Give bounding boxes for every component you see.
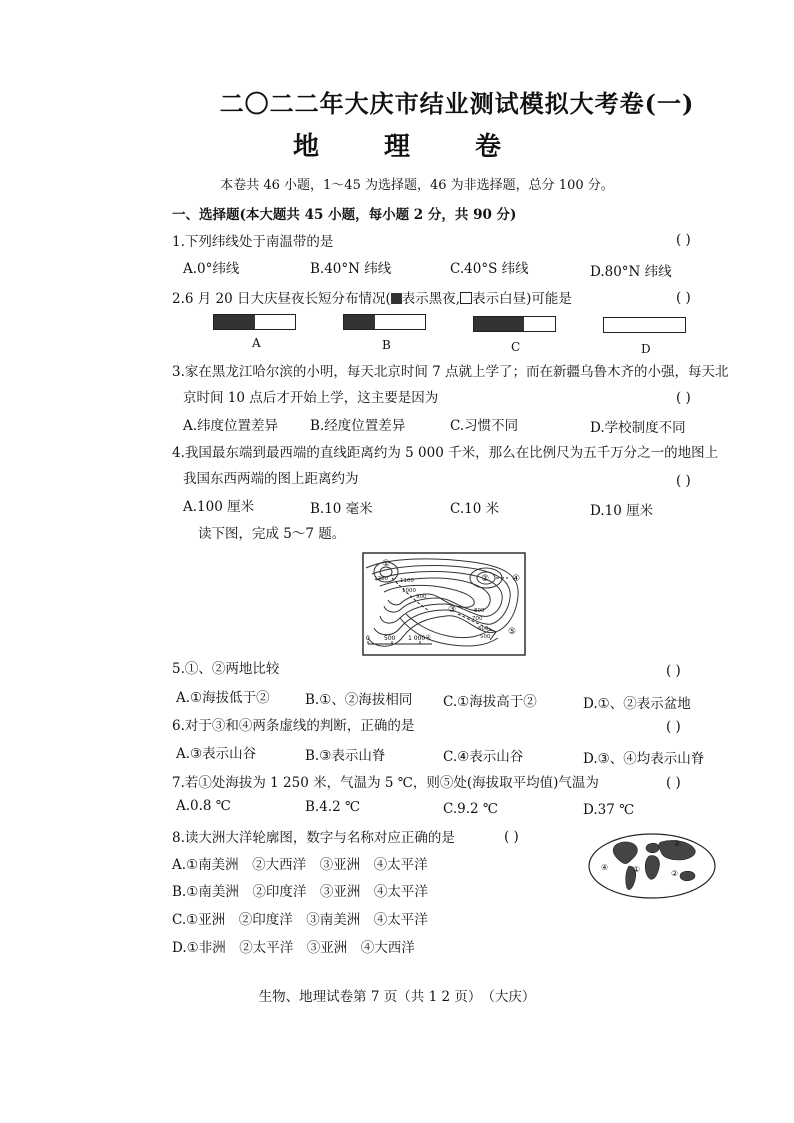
q3-option-c[interactable]: C.习惯不同: [450, 418, 519, 434]
q7-option-b[interactable]: B.4.2 ℃: [305, 799, 361, 815]
scale-tick: 0: [366, 635, 370, 642]
contour-label: 1100: [400, 578, 414, 584]
contour-label: 1200: [374, 576, 388, 582]
q5-option-a[interactable]: A.①海拔低于②: [176, 690, 270, 706]
q1-option-c[interactable]: C.40°S 纬线: [450, 261, 529, 277]
q4-option-c[interactable]: C.10 米: [450, 501, 500, 517]
scale-tick: 1 000米: [408, 635, 432, 642]
contour-label: 1000: [402, 588, 416, 594]
question-3-line2: 京时间 10 点后才开始上学，这主要是因为: [183, 390, 439, 406]
contour-label: 600: [478, 626, 489, 632]
map-point-5: ⑤: [508, 627, 517, 637]
world-outline-map: [587, 832, 717, 900]
world-map-label-4: ④: [601, 863, 609, 872]
day-night-bar-b: [343, 314, 426, 330]
contour-label: 800: [474, 608, 485, 614]
night-fill-b: [344, 315, 375, 329]
map-point-1: ①: [382, 559, 391, 569]
contour-label: 700: [472, 616, 483, 622]
q8-option-c[interactable]: C.①亚洲 ②印度洋 ③南美洲 ④太平洋: [172, 912, 428, 928]
bar-label-d[interactable]: D: [641, 342, 651, 356]
night-fill-c: [474, 317, 524, 331]
day-night-bar-c: [473, 316, 556, 332]
question-7: 7.若①处海拔为 1 250 米，气温为 5 ℃，则⑤处(海拔取平均值)气温为: [172, 775, 599, 791]
question-4-line2: 我国东西两端的图上距离约为: [183, 471, 359, 487]
q1-option-a[interactable]: A.0°纬线: [183, 261, 240, 277]
exam-title: 二〇二二年大庆市结业测试模拟大考卷(一): [219, 89, 695, 118]
q3-option-b[interactable]: B.经度位置差异: [310, 418, 406, 434]
world-map-label-2: ②: [671, 869, 679, 878]
q7-option-a[interactable]: A.0.8 ℃: [176, 798, 231, 814]
world-map-label-3: ③: [673, 839, 681, 848]
question-1: 1.下列纬线处于南温带的是: [172, 234, 334, 250]
q1-option-d[interactable]: D.80°N 纬线: [590, 264, 672, 280]
legend-dark-text: 表示黑夜,: [401, 291, 461, 307]
subject-title: 地 理 卷: [292, 132, 530, 162]
q6-option-b[interactable]: B.③表示山脊: [305, 748, 386, 764]
read-map-instruction: 读下图，完成 5～7 题。: [198, 526, 346, 542]
answer-blank-4[interactable]: ( ): [676, 473, 691, 489]
bar-label-c[interactable]: C: [511, 340, 521, 354]
answer-blank-8[interactable]: ( ): [504, 829, 519, 845]
question-2: [172, 287, 572, 307]
bar-label-a[interactable]: A: [252, 336, 261, 350]
world-map-label-1: ①: [633, 865, 641, 874]
q7-option-d[interactable]: D.37 ℃: [583, 802, 635, 818]
q8-option-d[interactable]: D.①非洲 ②太平洋 ③亚洲 ④大西洋: [172, 940, 415, 956]
bar-label-b[interactable]: B: [382, 338, 391, 352]
q6-option-d[interactable]: D.③、④均表示山脊: [583, 751, 705, 767]
q5-option-b[interactable]: B.①、②海拔相同: [305, 692, 413, 708]
q3-option-a[interactable]: A.纬度位置差异: [183, 418, 279, 434]
answer-blank-2[interactable]: ( ): [676, 290, 691, 306]
map-point-2: ②: [481, 574, 490, 584]
contour-label: 500: [480, 634, 491, 640]
day-night-bar-d: [603, 317, 686, 333]
q5-option-c[interactable]: C.①海拔高于②: [443, 694, 537, 710]
q1-option-b[interactable]: B.40°N 纬线: [310, 261, 392, 277]
night-fill-a: [214, 315, 255, 329]
contour-label: 900: [416, 594, 427, 600]
answer-blank-6[interactable]: ( ): [666, 719, 681, 735]
q4-option-d[interactable]: D.10 厘米: [590, 503, 654, 519]
question-5: 5.①、②两地比较: [172, 661, 280, 677]
q6-option-a[interactable]: A.③表示山谷: [176, 746, 257, 762]
scale-tick: 500: [384, 635, 396, 642]
q7-option-c[interactable]: C.9.2 ℃: [443, 801, 499, 817]
question-6: 6.对于③和④两条虚线的判断，正确的是: [172, 718, 415, 734]
answer-blank-1[interactable]: ( ): [676, 232, 691, 248]
q8-option-b[interactable]: B.①南美洲 ②印度洋 ③亚洲 ④太平洋: [172, 884, 428, 900]
contour-map: [362, 552, 526, 656]
q4-option-b[interactable]: B.10 毫米: [310, 501, 373, 517]
q4-option-a[interactable]: A.100 厘米: [183, 499, 255, 515]
question-4-line1: 4.我国最东端到最西端的直线距离约为 5 000 千米，那么在比例尺为五千万分之一的地图上: [172, 445, 719, 461]
question-8: 8.读大洲大洋轮廓图，数字与名称对应正确的是: [172, 830, 455, 846]
map-point-4: ④: [512, 574, 521, 584]
page-footer: 生物、地理试卷第 7 页（共 1 2 页） （大庆）: [258, 989, 536, 1005]
legend-light-text: 表示白昼)可能是: [472, 291, 572, 307]
map-point-3: ③: [448, 605, 457, 615]
night-legend-icon: [391, 293, 402, 304]
answer-blank-5[interactable]: ( ): [666, 663, 681, 679]
q5-option-d[interactable]: D.①、②表示盆地: [583, 696, 691, 712]
q6-option-c[interactable]: C.④表示山谷: [443, 749, 524, 765]
q3-option-d[interactable]: D.学校制度不同: [590, 420, 686, 436]
question-2-text: 2.6 月 20 日大庆昼夜长短分布情况(: [172, 291, 391, 307]
q8-option-a[interactable]: A.①南美洲 ②大西洋 ③亚洲 ④太平洋: [172, 857, 428, 873]
answer-blank-3[interactable]: ( ): [676, 390, 691, 406]
day-legend-icon: [460, 292, 472, 304]
question-3-line1: 3.家在黑龙江哈尔滨的小明，每天北京时间 7 点就上学了；而在新疆乌鲁木齐的小强，每天北: [172, 364, 729, 380]
section-heading: 一、选择题(本大题共 45 小题，每小题 2 分，共 90 分): [172, 207, 517, 223]
exam-intro: 本卷共 46 小题，1～45 为选择题，46 为非选择题，总分 100 分。: [220, 178, 614, 193]
day-night-bar-a: [213, 314, 296, 330]
answer-blank-7[interactable]: ( ): [666, 775, 681, 791]
